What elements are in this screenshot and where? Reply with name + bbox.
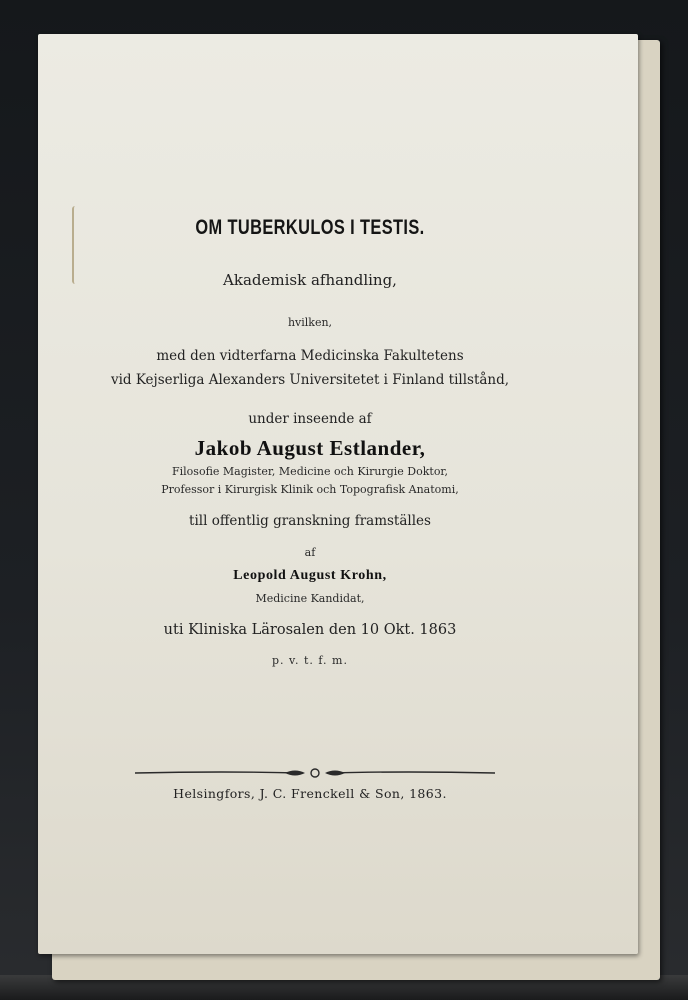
venue-date-line: uti Kliniska Lärosalen den 10 Okt. 1863 (163, 622, 457, 638)
author-name: Leopold August Krohn, (233, 568, 387, 583)
examination-line: till offentlig granskning framställes (189, 513, 431, 529)
imprint-line: Helsingfors, J. C. Frenckell & Son, 1863. (173, 786, 447, 801)
time-note: p. v. t. f. m. (272, 654, 348, 667)
af-line: af (304, 546, 316, 559)
faculty-line-2: vid Kejserliga Alexanders Universitetet i Finland tillstånd, (110, 372, 510, 388)
supervisor-title-2: Professor i Kirurgisk Klinik och Topografisk Anatomi, (161, 483, 459, 496)
document-title: OM TUBERKULOS I TESTIS. (195, 216, 425, 239)
supervision-line: under inseende af (248, 411, 372, 427)
supervisor-title-1: Filosofie Magister, Medicine och Kirurgie Doktor, (172, 465, 448, 478)
author-title: Medicine Kandidat, (255, 592, 365, 605)
ornamental-rule (135, 766, 495, 780)
faculty-line-1: med den vidterfarna Medicinska Fakultetens (156, 348, 464, 364)
hvilken-line: hvilken, (287, 316, 333, 329)
title-page-content (90, 0, 530, 900)
supervisor-name: Jakob August Estlander, (194, 436, 426, 460)
binding-thread (72, 206, 80, 284)
document-subtitle: Akademisk afhandling, (223, 271, 397, 289)
